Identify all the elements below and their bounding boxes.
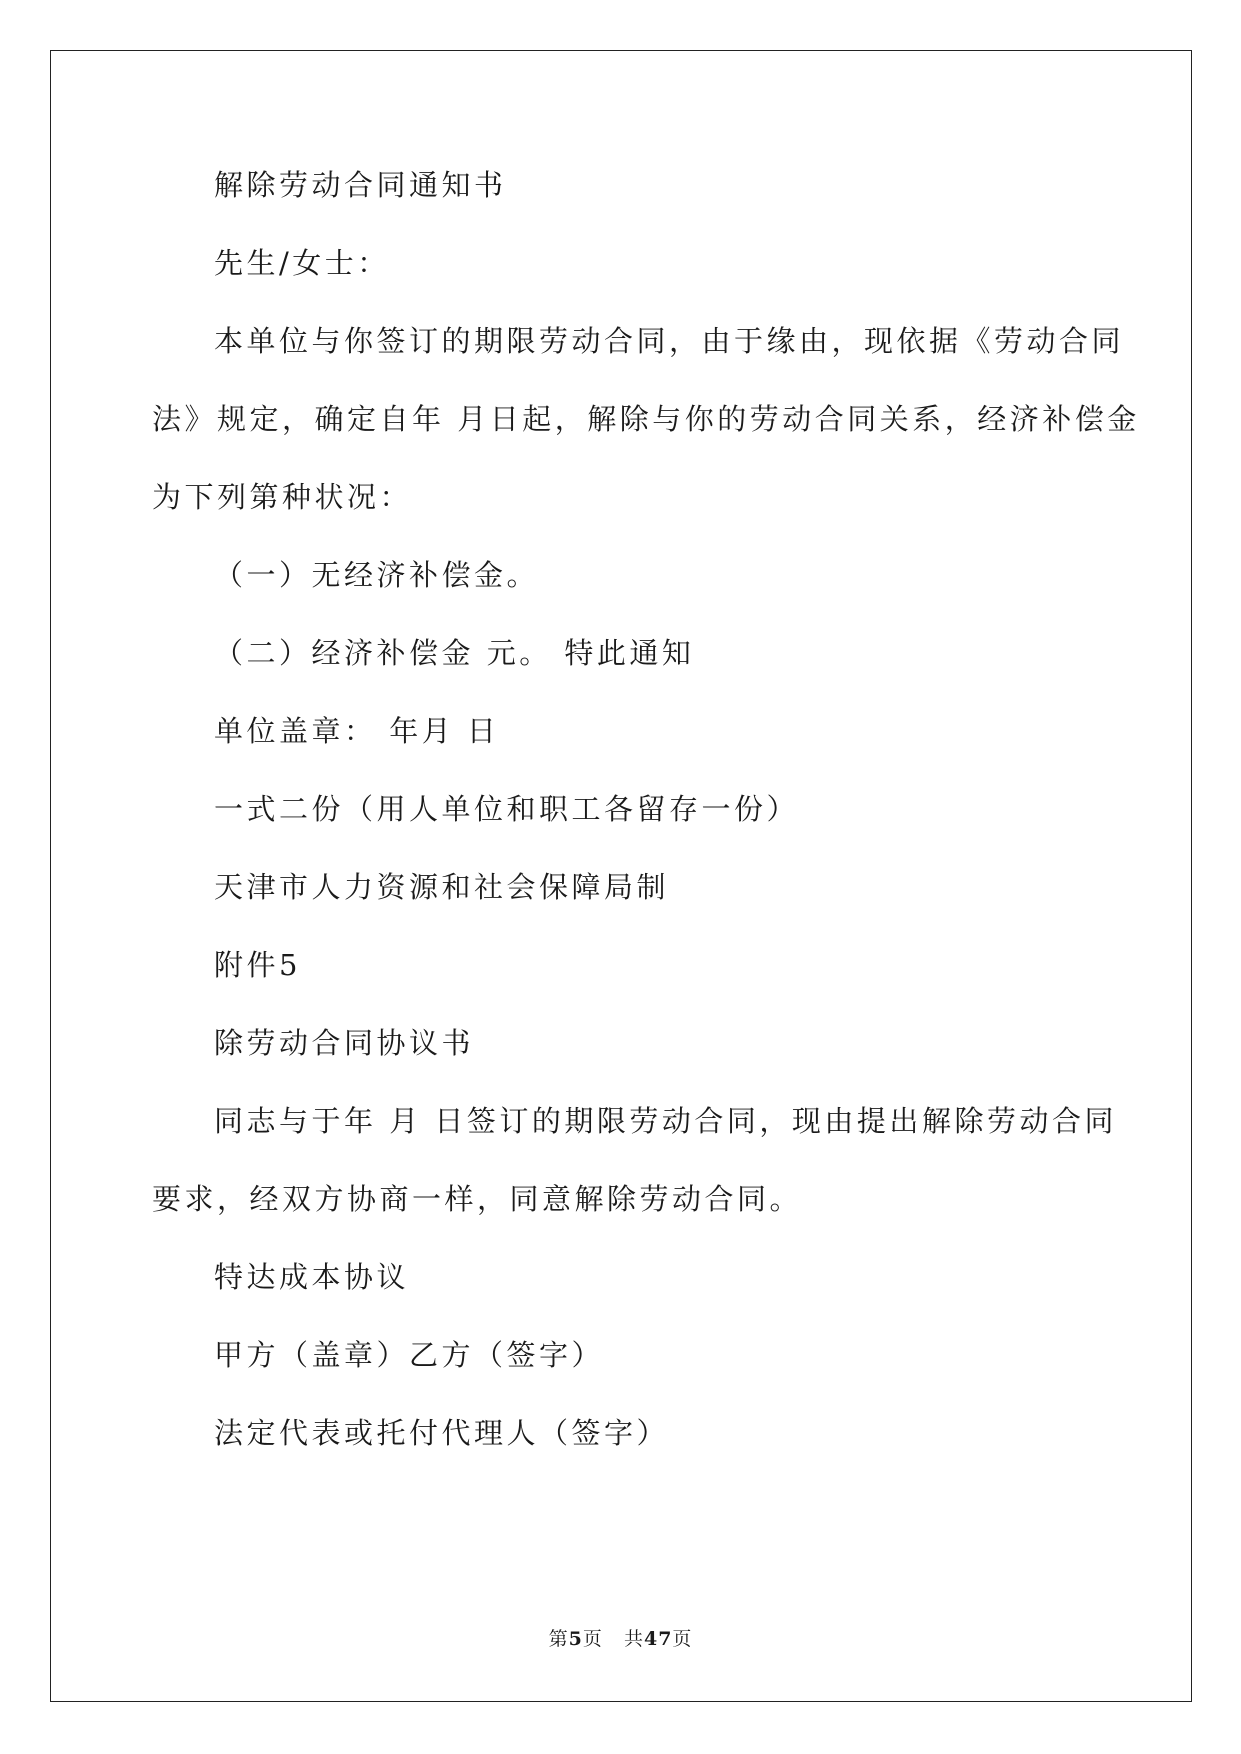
agreement-line: 特达成本协议 [214,1260,410,1294]
attachment-label: 附件5 [214,948,301,982]
paragraph-line: 本单位与你签订的期限劳动合同，由于缘由，现依据《劳动合同 [214,324,1125,358]
salutation: 先生/女士： [214,246,390,280]
seal-date-line: 单位盖章： 年月 日 [214,714,500,748]
signature-line: 甲方（盖章）乙方（签字） [214,1338,605,1372]
copies-note: 一式二份（用人单位和职工各留存一份） [214,792,800,826]
total-page-number: 47 [643,1628,673,1650]
option-item: （一）无经济补偿金。 [214,558,540,592]
footer-prefix: 第 [548,1628,569,1650]
issuer-line: 天津市人力资源和社会保障局制 [214,870,670,904]
signature-line: 法定代表或托付代理人（签字） [214,1416,670,1450]
footer-total-unit: 页 [672,1628,693,1650]
option-item: （二）经济补偿金 元。 特此通知 [214,636,695,670]
page-footer [0,1627,1241,1651]
paragraph-line: 同志与于年 月 日签订的期限劳动合同，现由提出解除劳动合同 [214,1104,1117,1138]
footer-total-prefix: 共 [623,1628,644,1650]
paragraph-line: 法》规定，确定自年 月日起，解除与你的劳动合同关系，经济补偿金 [152,402,1140,436]
current-page-number: 5 [568,1628,583,1650]
notice-title: 解除劳动合同通知书 [214,168,507,202]
agreement-title: 除劳动合同协议书 [214,1026,475,1060]
paragraph-line: 要求，经双方协商一样，同意解除劳动合同。 [152,1182,803,1216]
paragraph-line: 为下列第种状况： [152,480,413,514]
footer-page-unit: 页 [582,1628,603,1650]
